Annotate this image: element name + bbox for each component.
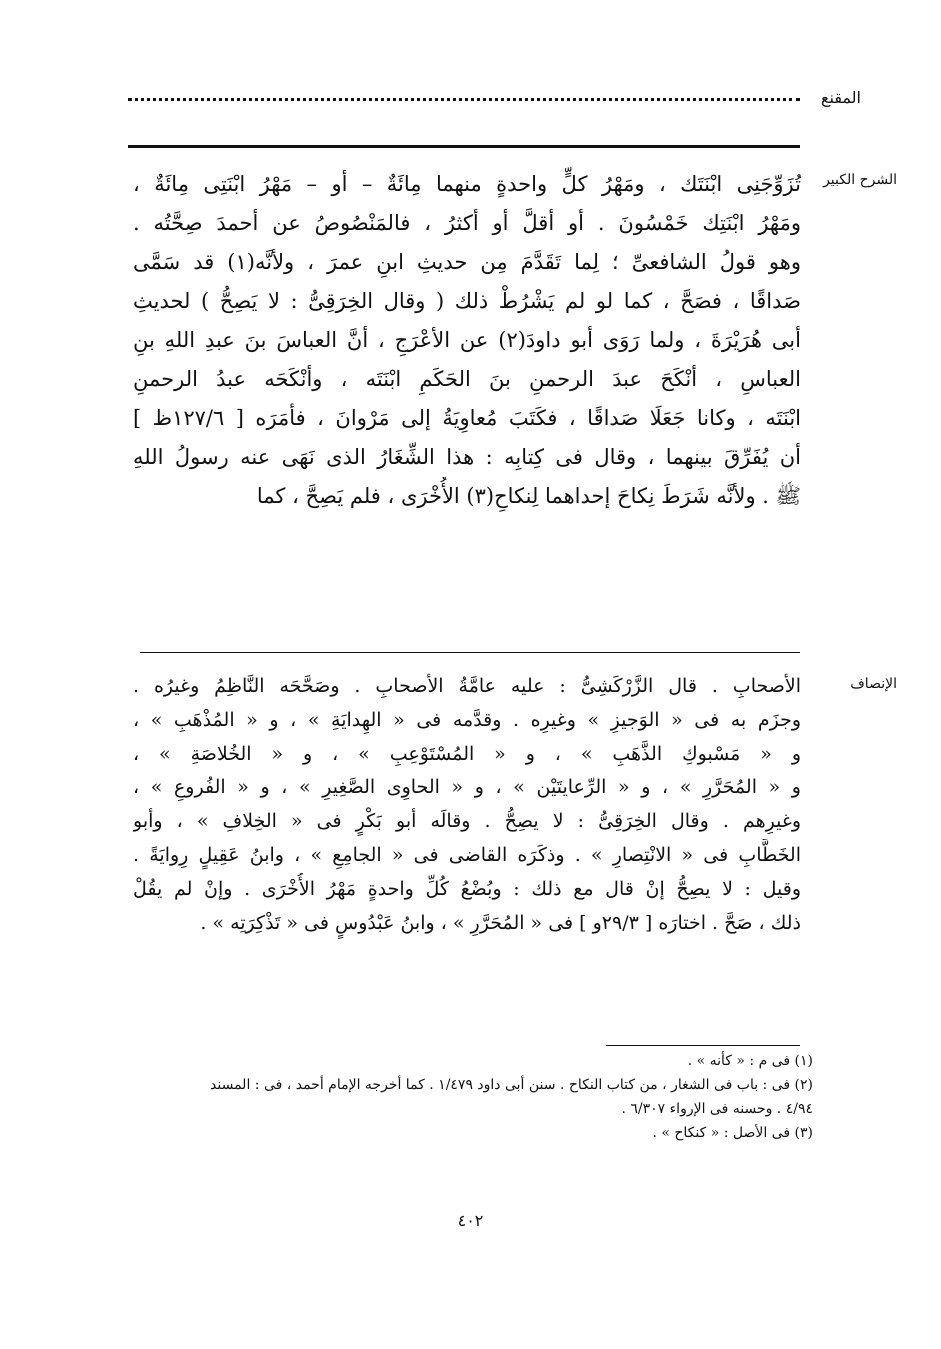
footnote: (١) فى م : « كأنه » . (687, 1053, 813, 1069)
sharh-line: أن يُفَرِّقَ بينهما ، وقال فى كِتابِه : هذا الشِّغَارُ الذى نَهَى عنه رسولُ اللهِ (133, 445, 801, 469)
insaf-line: الخَطَّابِ فى « الانْتِصارِ » . وذكَرَه القاضى فى « الجامِعِ » ، وابنُ عَقِيلٍ رِوايَةً . (133, 843, 801, 866)
insaf-section-label: الإنصاف (850, 676, 897, 692)
sharh-line: ومَهْرُ ابْنَتِك خَمْسُونَ . أو أقلَّ أو أكثرُ ، فالمَنْصُوصُ عن أحمدَ صِحَّتُه . (133, 211, 801, 235)
sharh-section-label: الشرح الكبير (823, 172, 897, 188)
header-dotted-leader (128, 98, 800, 101)
insaf-line: و « المُحَرَّرِ » ، و « الرِّعايتَيْن » ، و « الحاوِى الصَّغِيرِ » ، و « الفُروعِ » ، (133, 776, 801, 799)
sharh-line: ابْنَتَه ، وكانا جَعَلَا صَداقًا ، فكَتَبَ مُعاوِيَةُ إلى مَرْوانَ ، فأمَرَه [ ١٢٧/٦ظ ] (133, 406, 801, 430)
page-number: ٤٠٢ (457, 1211, 484, 1230)
insaf-line: ذلك ، صَحَّ . اختارَه [ ٢٩/٣و ] فى « المُحَرَّرِ » ، وابنُ عَبْدُوسٍ فى « تَذْكِرَتِه » . (200, 911, 801, 934)
header-rule (128, 145, 800, 148)
footnote-rule (606, 1045, 800, 1046)
sharh-line: أبى هُرَيْرَةَ ، ولما رَوَى أبو داودَ(٢) عن الأعْرَجِ ، أنَّ العباسَ بنَ عبدِ اللهِ بنِ (133, 328, 801, 352)
insaf-line: وجزَم به فى « الوَجيزِ » وغيرِه . وقدَّمه فى « الهِدايَةِ » ، و « المُذْهَبِ » ، (133, 708, 801, 731)
sharh-line: وهو قولُ الشافعىِّ ؛ لِما تَقَدَّمَ مِن حديثِ ابنِ عمرَ ، ولأنَّه(١) قد سَمَّى (133, 250, 801, 274)
footnote: ٤/٩٤ . وحسنه فى الإرواء ٦/٣٠٧ . (621, 1101, 813, 1117)
sharh-line: ﷺ . ولأنَّه شَرَطَ نِكاحَ إحداهما لِنكاحِ(٣) الأُخْرَى ، فلم يَصِحَّ ، كما (256, 484, 801, 508)
sharh-body (133, 165, 801, 516)
insaf-body (133, 670, 801, 940)
running-header-title: المقنع (820, 88, 861, 107)
insaf-line: و « مَسْبوكِ الذَّهَبِ » ، و « المُسْتَوْعِبِ » ، و « الخُلاصَةِ » ، (133, 742, 801, 765)
sharh-line: تُزَوِّجَنِى ابْنَتَك ، ومَهْرُ كلٍّ واحدةٍ منهما مِائَةٌ – أو – مَهْرُ ابْنَتِى مِائَةٌ ، (133, 172, 801, 196)
section-divider (140, 652, 800, 653)
insaf-line: وقيل : لا يصِحُّ إنْ قال مع ذلك : وبُضْعُ كُلِّ واحدةٍ مَهْرُ الأُخْرَى . وإنْ لم يقُلْ (133, 877, 801, 900)
footnote: (٢) فى : باب فى الشغار ، من كتاب النكاح . سنن أبى داود ١/٤٧٩ . كما أخرجه الإمام أحمد ، فى : المسند (210, 1077, 813, 1093)
insaf-line: وغيرِهم . وقال الخِرَقِىُّ : لا يصِحُّ . وقالَه أبو بَكْرٍ فى « الخِلافِ » ، وأبو (133, 810, 801, 833)
footnote: (٣) فى الأصل : « كنكاح » . (652, 1125, 813, 1141)
sharh-line: صَداقًا ، فصَحَّ ، كما لو لم يَشْرُطْ ذلك ( وقال الخِرَقِىُّ : لا يَصِحُّ ) لحديثِ (133, 289, 801, 313)
insaf-line: الأصحابِ . قال الزَّرْكَشِىُّ : عليه عامَّةُ الأصحابِ . وصَحَّحَه النَّاظِمُ وغيرُه . (133, 675, 801, 697)
footnotes (141, 1049, 813, 1145)
sharh-line: العباسِ ، أنْكَحَ عبدَ الرحمنِ بنَ الحَكَمِ ابْنَتَه ، وأنْكَحَه عبدُ الرحمنِ (133, 367, 801, 391)
